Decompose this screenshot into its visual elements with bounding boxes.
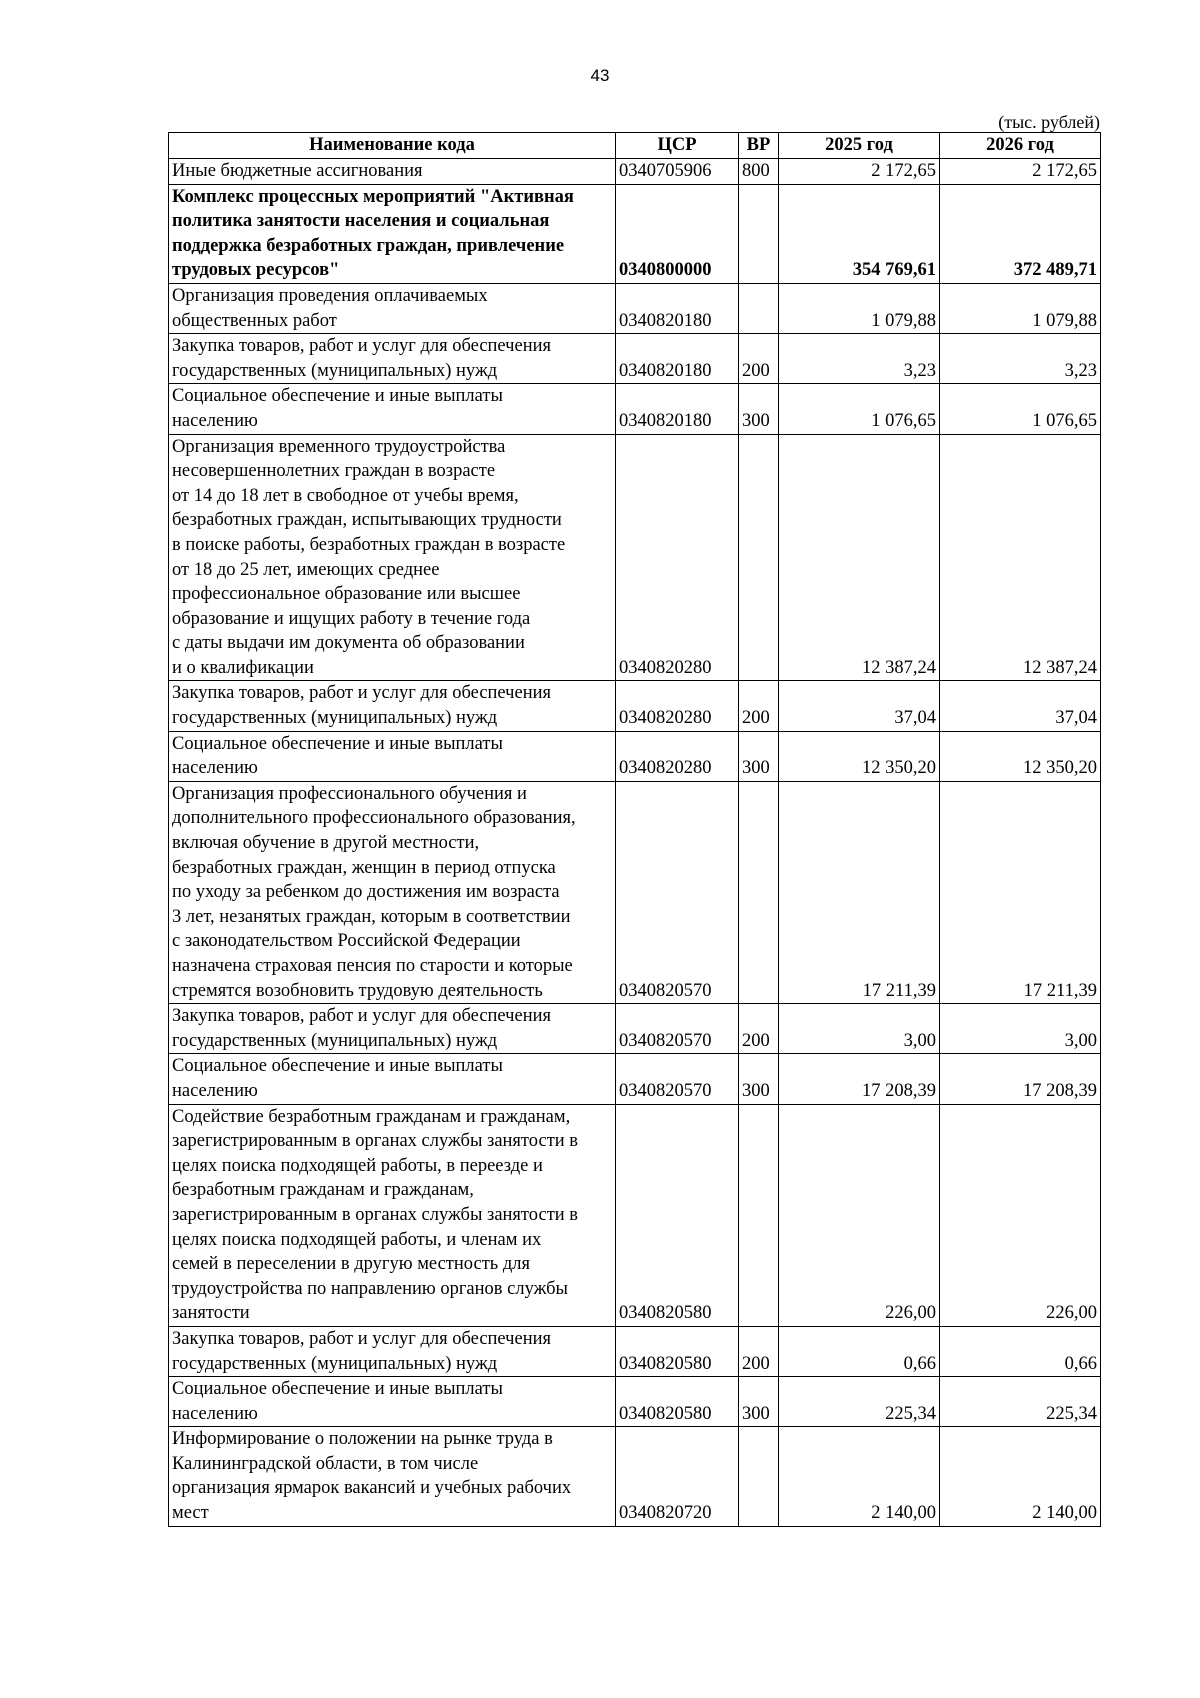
cell-csr: 0340820280 <box>616 681 739 731</box>
cell-vr: 300 <box>739 384 779 434</box>
cell-2026: 12 350,20 <box>940 731 1101 781</box>
table-row <box>169 1004 1101 1054</box>
cell-csr: 0340705906 <box>616 159 739 185</box>
cell-2025: 225,34 <box>779 1377 940 1427</box>
cell-vr: 200 <box>739 1004 779 1054</box>
cell-2025: 1 079,88 <box>779 283 940 333</box>
table-row <box>169 159 1101 185</box>
table-row <box>169 283 1101 333</box>
table-row <box>169 731 1101 781</box>
cell-csr: 0340820180 <box>616 334 739 384</box>
cell-2026: 0,66 <box>940 1326 1101 1376</box>
table-row <box>169 384 1101 434</box>
table-row <box>169 1326 1101 1376</box>
table-row <box>169 434 1101 681</box>
header-name: Наименование кода <box>169 133 616 159</box>
table-row <box>169 184 1101 283</box>
cell-2025: 3,23 <box>779 334 940 384</box>
cell-name: Организация временного трудоустройства несовершеннолетних граждан в возрасте от 14 до 18 лет в свободное от учебы время, безработных граждан, испытывающих трудности в поиске работы, безработных граждан в возрасте от 18 до 25 лет, имеющих среднее профессиональное образование или высшее образование и ищущих работу в течение года с даты выдачи им документа об образовании и о квалификации <box>169 434 616 681</box>
cell-2025: 2 140,00 <box>779 1427 940 1526</box>
cell-name: Социальное обеспечение и иные выплаты населению <box>169 1054 616 1104</box>
cell-csr: 0340800000 <box>616 184 739 283</box>
cell-2026: 1 076,65 <box>940 384 1101 434</box>
table-row <box>169 1427 1101 1526</box>
cell-2026: 2 172,65 <box>940 159 1101 185</box>
cell-name: Информирование о положении на рынке труда в Калининградской области, в том числе организация ярмарок вакансий и учебных рабочих мест <box>169 1427 616 1526</box>
cell-name: Закупка товаров, работ и услуг для обеспечения государственных (муниципальных) нужд <box>169 1004 616 1054</box>
table-row <box>169 1104 1101 1326</box>
table-body <box>169 159 1101 1527</box>
budget-table <box>168 132 1101 1527</box>
cell-vr <box>739 283 779 333</box>
cell-vr: 300 <box>739 1377 779 1427</box>
cell-csr: 0340820570 <box>616 1054 739 1104</box>
cell-2025: 17 211,39 <box>779 781 940 1003</box>
cell-2026: 17 208,39 <box>940 1054 1101 1104</box>
header-2026: 2026 год <box>940 133 1101 159</box>
cell-name: Закупка товаров, работ и услуг для обеспечения государственных (муниципальных) нужд <box>169 681 616 731</box>
cell-csr: 0340820720 <box>616 1427 739 1526</box>
cell-csr: 0340820180 <box>616 283 739 333</box>
cell-2026: 3,23 <box>940 334 1101 384</box>
cell-2026: 17 211,39 <box>940 781 1101 1003</box>
cell-name: Социальное обеспечение и иные выплаты населению <box>169 731 616 781</box>
cell-csr: 0340820580 <box>616 1326 739 1376</box>
cell-2026: 2 140,00 <box>940 1427 1101 1526</box>
cell-csr: 0340820580 <box>616 1377 739 1427</box>
cell-csr: 0340820280 <box>616 731 739 781</box>
header-vr: ВР <box>739 133 779 159</box>
cell-vr: 200 <box>739 1326 779 1376</box>
cell-csr: 0340820570 <box>616 1004 739 1054</box>
cell-2025: 3,00 <box>779 1004 940 1054</box>
cell-2026: 3,00 <box>940 1004 1101 1054</box>
cell-2026: 226,00 <box>940 1104 1101 1326</box>
cell-name: Комплекс процессных мероприятий "Активная политика занятости населения и социальная поддержка безработных граждан, привлечение трудовых ресурсов" <box>169 184 616 283</box>
cell-2026: 37,04 <box>940 681 1101 731</box>
cell-csr: 0340820580 <box>616 1104 739 1326</box>
cell-csr: 0340820180 <box>616 384 739 434</box>
header-2025: 2025 год <box>779 133 940 159</box>
cell-name: Закупка товаров, работ и услуг для обеспечения государственных (муниципальных) нужд <box>169 334 616 384</box>
cell-2025: 37,04 <box>779 681 940 731</box>
cell-csr: 0340820280 <box>616 434 739 681</box>
cell-2026: 372 489,71 <box>940 184 1101 283</box>
table-header-row <box>169 133 1101 159</box>
header-csr: ЦСР <box>616 133 739 159</box>
cell-vr <box>739 184 779 283</box>
cell-vr <box>739 1104 779 1326</box>
cell-vr: 300 <box>739 1054 779 1104</box>
cell-2026: 12 387,24 <box>940 434 1101 681</box>
cell-2025: 2 172,65 <box>779 159 940 185</box>
cell-name: Содействие безработным гражданам и гражданам, зарегистрированным в органах службы занятости в целях поиска подходящей работы, в переезде и безработным гражданам и гражданам, зарегистрированным в органах службы занятости в целях поиска подходящей работы, и членам их семей в переселении в другую местность для трудоустройства по направлению органов службы занятости <box>169 1104 616 1326</box>
cell-vr <box>739 1427 779 1526</box>
cell-2025: 354 769,61 <box>779 184 940 283</box>
table-row <box>169 781 1101 1003</box>
cell-2026: 225,34 <box>940 1377 1101 1427</box>
cell-vr: 200 <box>739 681 779 731</box>
cell-2025: 12 387,24 <box>779 434 940 681</box>
cell-name: Иные бюджетные ассигнования <box>169 159 616 185</box>
page-number: 43 <box>590 66 610 85</box>
cell-name: Организация проведения оплачиваемых общественных работ <box>169 283 616 333</box>
cell-2025: 226,00 <box>779 1104 940 1326</box>
table-row <box>169 1377 1101 1427</box>
cell-vr <box>739 434 779 681</box>
cell-name: Закупка товаров, работ и услуг для обеспечения государственных (муниципальных) нужд <box>169 1326 616 1376</box>
cell-2025: 17 208,39 <box>779 1054 940 1104</box>
table-row <box>169 681 1101 731</box>
units-label: (тыс. рублей) <box>998 112 1100 132</box>
cell-vr: 200 <box>739 334 779 384</box>
cell-csr: 0340820570 <box>616 781 739 1003</box>
cell-name: Социальное обеспечение и иные выплаты населению <box>169 1377 616 1427</box>
cell-2025: 0,66 <box>779 1326 940 1376</box>
cell-2025: 1 076,65 <box>779 384 940 434</box>
cell-vr: 300 <box>739 731 779 781</box>
cell-name: Организация профессионального обучения и дополнительного профессионального образования, включая обучение в другой местности, безработных граждан, женщин в период отпуска по уходу за ребенком до достижения им возраста 3 лет, незанятых граждан, которым в соответствии с законодательством Российской Федерации назначена страховая пенсия по старости и которые стремятся возобновить трудовую деятельность <box>169 781 616 1003</box>
cell-vr <box>739 781 779 1003</box>
cell-2026: 1 079,88 <box>940 283 1101 333</box>
table-row <box>169 334 1101 384</box>
table-row <box>169 1054 1101 1104</box>
cell-2025: 12 350,20 <box>779 731 940 781</box>
cell-name: Социальное обеспечение и иные выплаты населению <box>169 384 616 434</box>
cell-vr: 800 <box>739 159 779 185</box>
